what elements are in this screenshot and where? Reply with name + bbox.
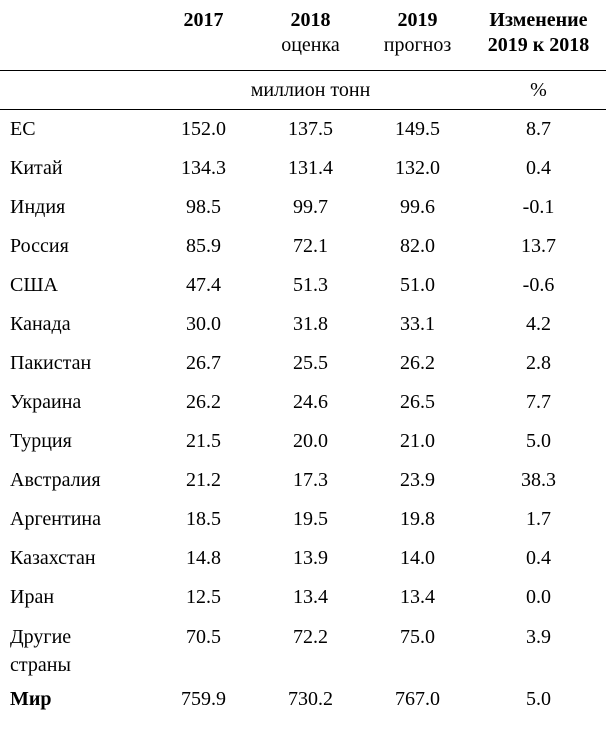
country-name-other bbox=[0, 617, 150, 681]
cell-change: 5.0 bbox=[526, 430, 551, 452]
table-row bbox=[0, 149, 606, 188]
cell-v2019: 14.0 bbox=[400, 547, 435, 569]
header-2018-note: оценка bbox=[281, 34, 340, 56]
cell-change: 0.0 bbox=[526, 586, 551, 608]
cell-v2018: 99.7 bbox=[293, 196, 328, 218]
cell-v2019: 19.8 bbox=[400, 508, 435, 530]
table-row bbox=[0, 266, 606, 305]
cell-v2017: 18.5 bbox=[186, 508, 221, 530]
total-v2017: 759.9 bbox=[181, 688, 226, 710]
cell-v2019: 21.0 bbox=[400, 430, 435, 452]
table-row bbox=[0, 461, 606, 500]
cell-v2019: 149.5 bbox=[395, 118, 440, 140]
cell-v2017: 152.0 bbox=[181, 118, 226, 140]
cell-v2018: 31.8 bbox=[293, 313, 328, 335]
total-name: Мир bbox=[10, 688, 52, 710]
country-name: Казахстан bbox=[10, 547, 96, 569]
cell-v2018: 72.1 bbox=[293, 235, 328, 257]
country-name: Индия bbox=[10, 196, 66, 218]
header-change-line2: 2019 к 2018 bbox=[487, 34, 590, 56]
country-name: Украина bbox=[10, 391, 82, 413]
cell-v2019: 13.4 bbox=[400, 586, 435, 608]
cell-v2017: 98.5 bbox=[186, 196, 221, 218]
cell-v2018: 13.4 bbox=[293, 586, 328, 608]
header-2018-year: 2018 bbox=[290, 9, 331, 31]
cell-v2019: 26.5 bbox=[400, 391, 435, 413]
country-name: Пакистан bbox=[10, 352, 92, 374]
cell-v2018: 51.3 bbox=[293, 274, 328, 296]
country-name: Австралия bbox=[10, 469, 101, 491]
country-name: США bbox=[10, 274, 58, 296]
cell-v2017: 12.5 bbox=[186, 586, 221, 608]
cell-v2019: 99.6 bbox=[400, 196, 435, 218]
cell-v2018: 25.5 bbox=[293, 352, 328, 374]
cell-v2017: 26.2 bbox=[186, 391, 221, 413]
header-2019 bbox=[364, 0, 471, 71]
cell-v2017: 21.2 bbox=[186, 469, 221, 491]
cell-v2019: 33.1 bbox=[400, 313, 435, 335]
cell-v2017: 21.5 bbox=[186, 430, 221, 452]
units-spacer bbox=[0, 71, 150, 110]
total-v2019: 767.0 bbox=[395, 688, 440, 710]
cell-v2019: 51.0 bbox=[400, 274, 435, 296]
cell-change: -0.6 bbox=[522, 274, 555, 296]
cell-v2018: 20.0 bbox=[293, 430, 328, 452]
header-2018 bbox=[257, 0, 364, 71]
cell-change: 13.7 bbox=[521, 235, 556, 257]
cell-v2019: 75.0 bbox=[400, 626, 435, 648]
cell-v2017: 14.8 bbox=[186, 547, 221, 569]
header-row bbox=[0, 0, 606, 71]
cell-v2018: 17.3 bbox=[293, 469, 328, 491]
cell-v2018: 19.5 bbox=[293, 508, 328, 530]
header-2017-year: 2017 bbox=[183, 9, 224, 31]
country-name: Канада bbox=[10, 313, 71, 335]
cell-change: 0.4 bbox=[526, 547, 551, 569]
other-line2: страны bbox=[10, 654, 71, 676]
units-row bbox=[0, 71, 606, 110]
table-row-total bbox=[0, 681, 606, 721]
cell-v2019: 132.0 bbox=[395, 157, 440, 179]
country-name: Китай bbox=[10, 157, 63, 179]
cell-change: 38.3 bbox=[521, 469, 556, 491]
cell-v2019: 26.2 bbox=[400, 352, 435, 374]
cell-change: 1.7 bbox=[526, 508, 551, 530]
cell-v2017: 26.7 bbox=[186, 352, 221, 374]
cell-change: 2.8 bbox=[526, 352, 551, 374]
table-row bbox=[0, 539, 606, 578]
table-row bbox=[0, 227, 606, 266]
cell-v2017: 47.4 bbox=[186, 274, 221, 296]
country-name: ЕС bbox=[10, 118, 36, 140]
cell-v2017: 85.9 bbox=[186, 235, 221, 257]
country-name: Турция bbox=[10, 430, 72, 452]
cell-v2018: 131.4 bbox=[288, 157, 333, 179]
cell-v2018: 137.5 bbox=[288, 118, 333, 140]
header-change bbox=[471, 0, 606, 71]
total-v2018: 730.2 bbox=[288, 688, 333, 710]
header-country bbox=[0, 0, 150, 71]
table-row bbox=[0, 422, 606, 461]
country-name: Аргентина bbox=[10, 508, 101, 530]
cell-v2017: 70.5 bbox=[186, 626, 221, 648]
header-2017 bbox=[150, 0, 257, 71]
country-name: Иран bbox=[10, 586, 55, 608]
cell-v2019: 82.0 bbox=[400, 235, 435, 257]
table-row bbox=[0, 188, 606, 227]
cell-change: -0.1 bbox=[522, 196, 555, 218]
country-name: Россия bbox=[10, 235, 69, 257]
other-line1: Другие bbox=[10, 626, 72, 648]
table-row-other bbox=[0, 617, 606, 681]
total-change: 5.0 bbox=[526, 688, 551, 710]
cell-v2017: 134.3 bbox=[181, 157, 226, 179]
cell-change: 7.7 bbox=[526, 391, 551, 413]
units-values: миллион тонн bbox=[150, 71, 471, 110]
cell-change: 4.2 bbox=[526, 313, 551, 335]
header-2019-note: прогноз bbox=[383, 34, 452, 56]
cell-change: 3.9 bbox=[526, 626, 551, 648]
header-2019-year: 2019 bbox=[397, 9, 438, 31]
cell-v2018: 72.2 bbox=[293, 626, 328, 648]
cell-v2018: 24.6 bbox=[293, 391, 328, 413]
table-row bbox=[0, 578, 606, 617]
header-change-line1: Изменение bbox=[489, 9, 588, 31]
cell-change: 8.7 bbox=[526, 118, 551, 140]
cell-v2017: 30.0 bbox=[186, 313, 221, 335]
table-row bbox=[0, 305, 606, 344]
cell-v2018: 13.9 bbox=[293, 547, 328, 569]
units-change: % bbox=[471, 71, 606, 110]
cell-v2019: 23.9 bbox=[400, 469, 435, 491]
table-row bbox=[0, 110, 606, 150]
table-row bbox=[0, 383, 606, 422]
table-row bbox=[0, 500, 606, 539]
table-row bbox=[0, 344, 606, 383]
cell-change: 0.4 bbox=[526, 157, 551, 179]
